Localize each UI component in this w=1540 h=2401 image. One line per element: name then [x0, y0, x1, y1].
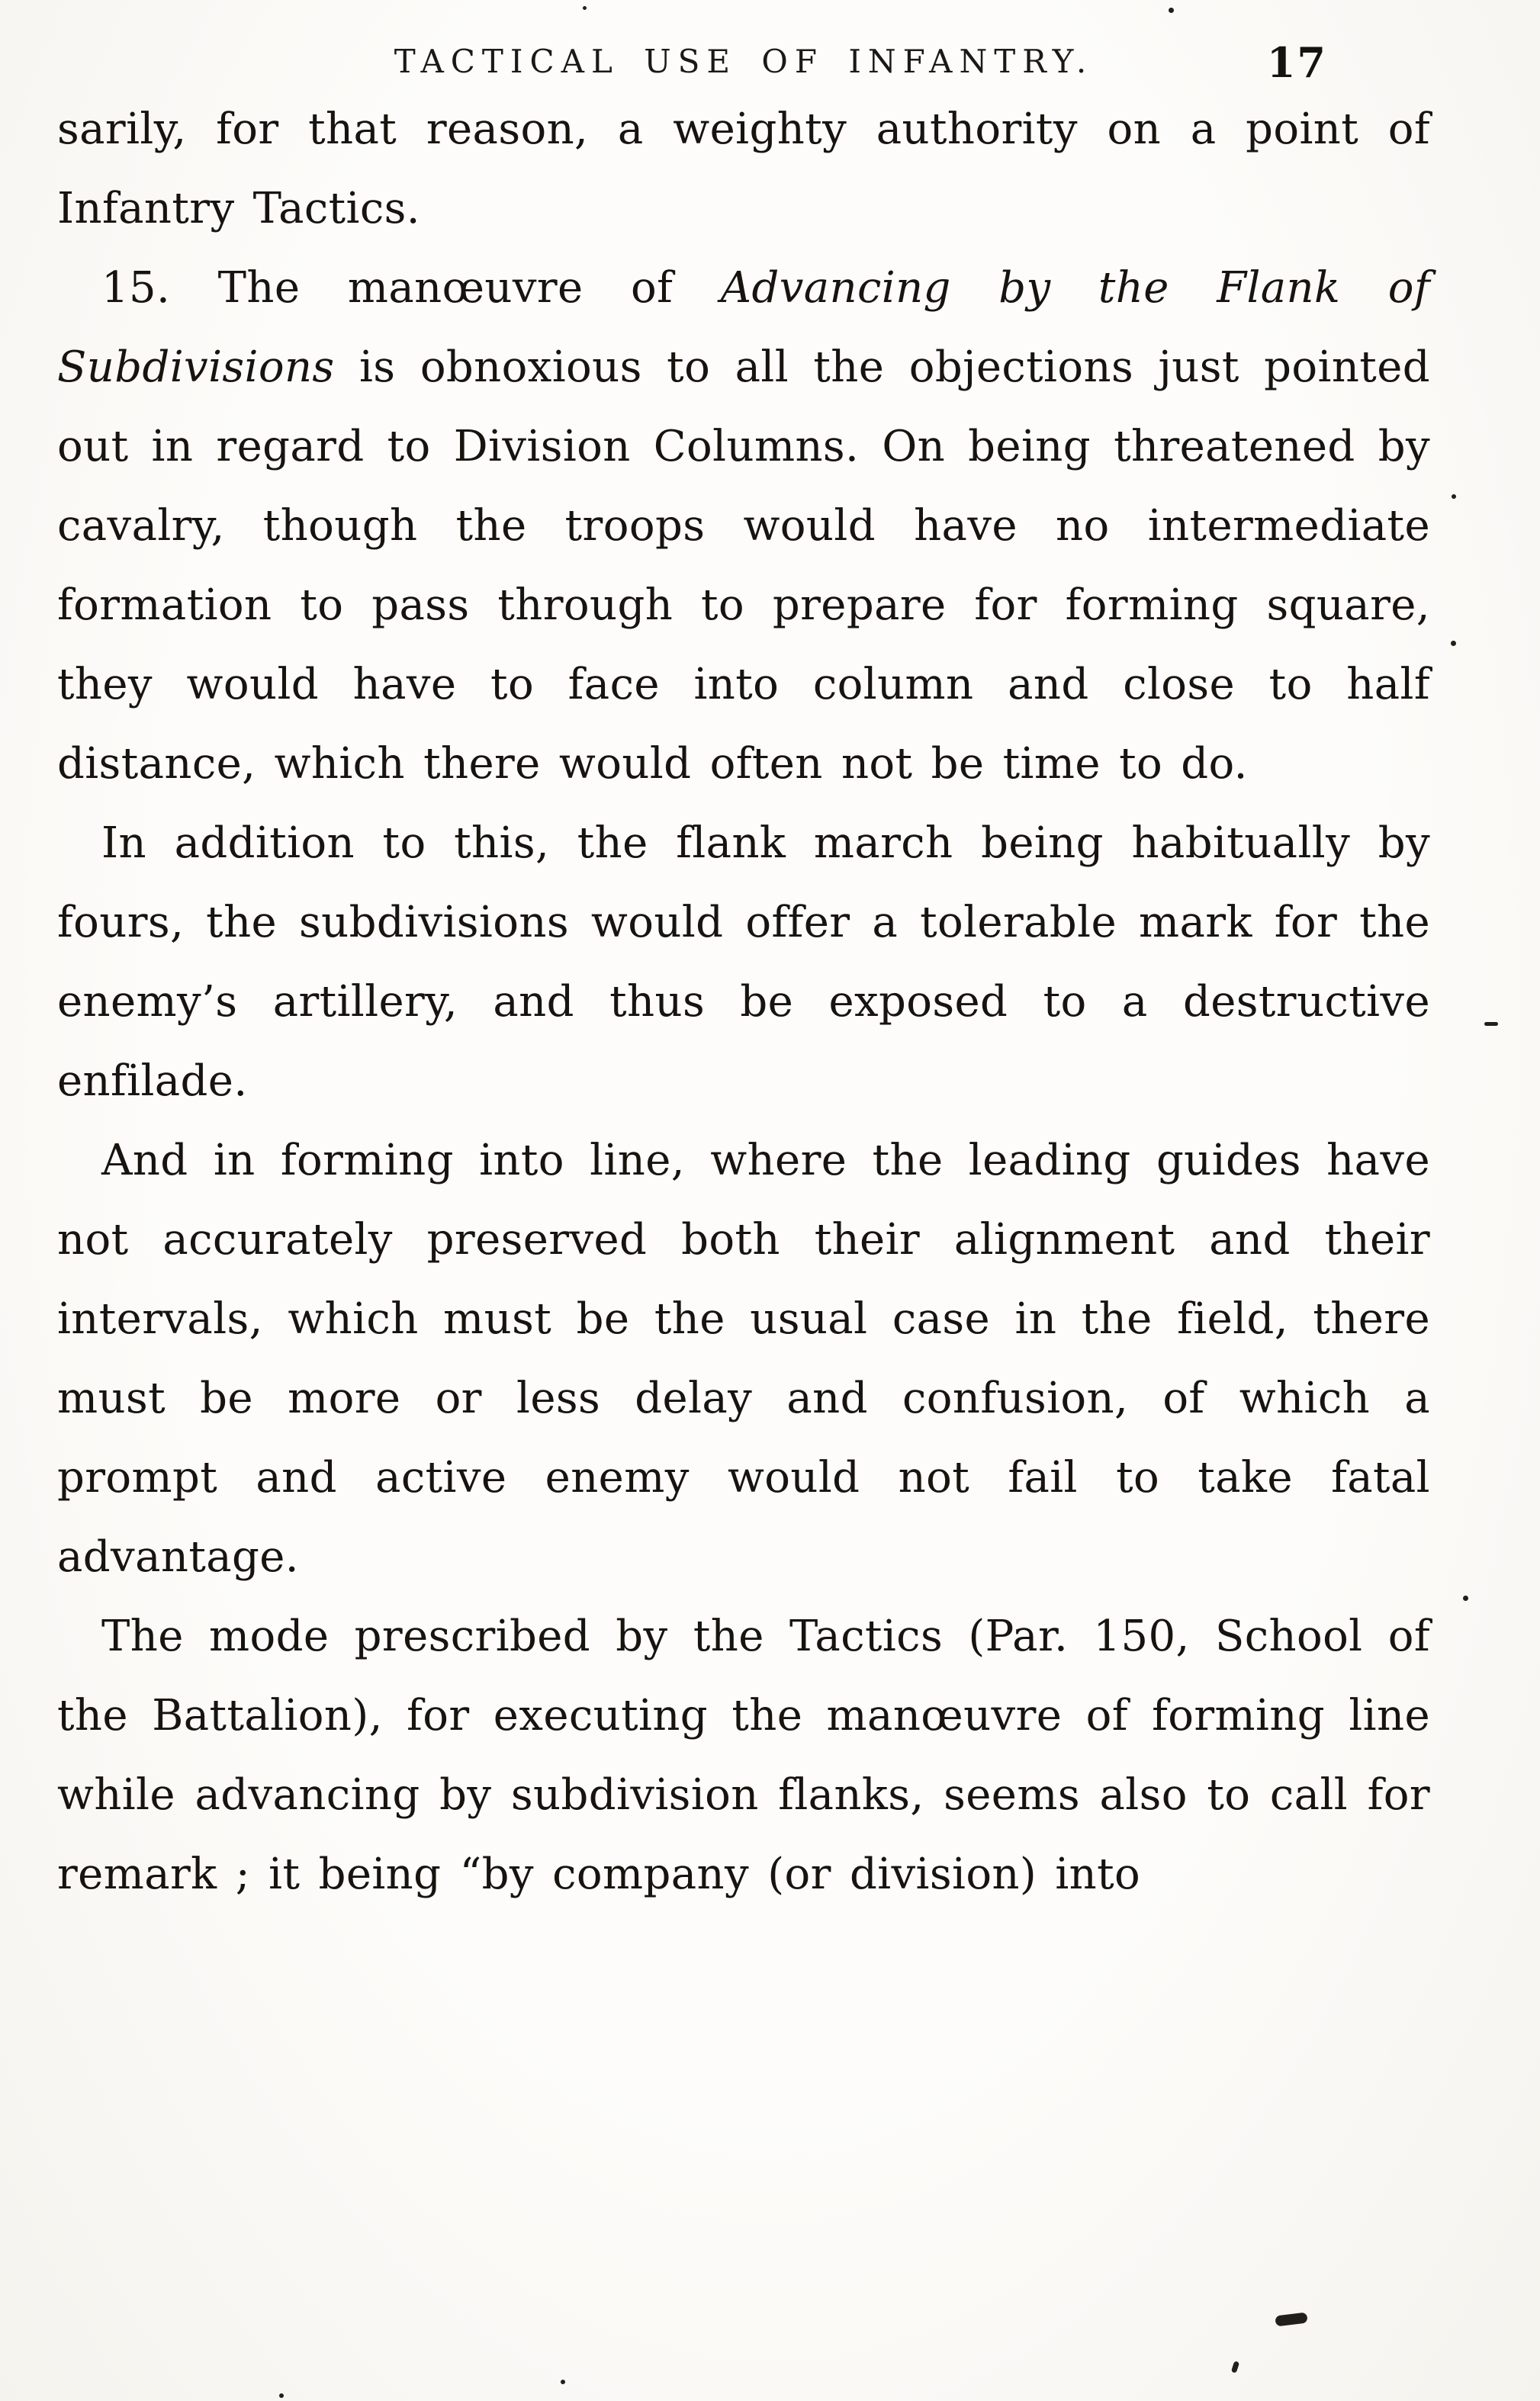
ink-speck: [1451, 641, 1456, 646]
paragraph-continuation: [57, 90, 1430, 249]
ink-speck: [1452, 494, 1456, 499]
paragraph-text: The mode prescribed by the Tactics (Par. 150, School of the Battalion), for executing the manœuvre of forming line while advancing by subdivision flanks, seems also to call for remark ; it being “by company (or division) into: [57, 1612, 1430, 1899]
text-block: [57, 90, 1430, 1914]
paragraph-text: sarily, for that reason, a weighty authority on a point of Infantry Tactics.: [57, 104, 1430, 233]
ink-speck: [1169, 8, 1174, 13]
paragraph: [57, 1597, 1430, 1914]
paragraph-15: [57, 249, 1430, 804]
paragraph: [57, 1121, 1430, 1597]
ink-speck: [1231, 2361, 1239, 2373]
paragraph: [57, 804, 1430, 1121]
ink-speck: [1484, 1022, 1498, 1026]
ink-speck: [583, 6, 587, 10]
italic-phrase: Advancing by the Flank of Subdivisions: [57, 263, 1430, 392]
ink-speck: [561, 2380, 565, 2384]
paragraph-text: In addition to this, the flank march being habitually by fours, the subdivisions would offer a tolerable mark for the enemy’s artillery, and thus be exposed to a destructive enfilade.: [57, 818, 1430, 1106]
ink-speck: [1275, 2312, 1307, 2326]
running-header: [57, 38, 1430, 96]
paragraph-text: is obnoxious to all the objections just pointed out in regard to Division Columns. On being threatened by cavalry, though the troops would have no intermediate formation to pass through to prepare for forming square, they would have to face into column and close to half distance, which there would often not be time to do.: [57, 342, 1430, 789]
page-number: 17: [1266, 38, 1327, 87]
ink-speck: [1463, 1596, 1468, 1601]
paragraph-text: 15. The manœuvre of: [101, 263, 721, 313]
header-title: TACTICAL USE OF INFANTRY.: [394, 43, 1094, 80]
ink-speck: [279, 2393, 284, 2398]
paragraph-text: And in forming into line, where the leading guides have not accurately preserved both their alignment and their intervals, which must be the usual case in the field, there must be more or less delay and confusion, of which a prompt and active enemy would not fail to take fatal advantage.: [57, 1136, 1430, 1582]
